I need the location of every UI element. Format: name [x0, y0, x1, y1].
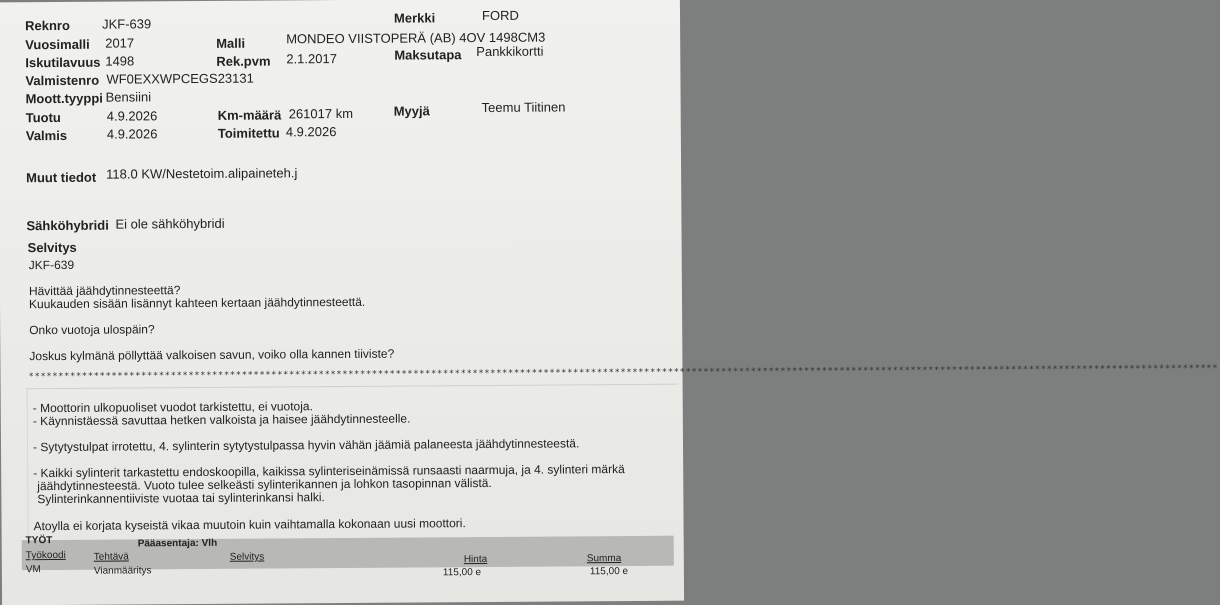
- finding-line: Sylinterinkannentiiviste vuotaa tai sylinterinkansi halki.: [37, 490, 325, 507]
- finding-line: - Sytytystulpat irrotettu, 4. sylinterin sytytystulpassa hyvin vähän jäämiä palaneesta jäähdytinnesteestä.: [32, 436, 580, 455]
- vuosimalli-value: 2017: [105, 35, 135, 51]
- finding-line: Atoylla ei korjata kyseistä vikaa muutoin kuin vaihtamalla kokonaan uusi moottori.: [33, 516, 466, 534]
- muut-label: Muut tiedot: [26, 169, 97, 186]
- vuosimalli-label: Vuosimalli: [25, 36, 90, 53]
- iskutilavuus-value: 1498: [105, 53, 135, 69]
- column-header-tehtava: Tehtävä: [93, 551, 129, 563]
- column-header-summa: Summa: [586, 553, 622, 565]
- selvitys-label: Selvitys: [27, 239, 77, 256]
- finding-line: jäähdytinnesteestä. Vuoto tulee selkeästi sylinterikannen ja lohkon tasopinnan välistä.: [37, 475, 492, 494]
- row-task: Vianmääritys: [93, 565, 152, 577]
- tuotu-label: Tuotu: [25, 109, 61, 126]
- tuotu-value: 4.9.2026: [106, 108, 158, 124]
- valmistenro-value: WF0EXXWPCEGS23131: [106, 70, 254, 87]
- toimitettu-value: 4.9.2026: [285, 124, 337, 140]
- maksutapa-value: Pankkikortti: [476, 43, 544, 60]
- selvitys-reg: JKF-639: [28, 257, 75, 273]
- myyja-value: Teemu Tiitinen: [481, 99, 566, 116]
- kmmaara-label: Km-määrä: [217, 107, 282, 123]
- finding-line: - Kaikki sylinterit tarkastettu endoskoopilla, kaikissa sylinteriseinämissä runsaasti naarmuja, ja 4. sylinteri märkä: [33, 462, 625, 481]
- finding-line: - Moottorin ulkopuoliset vuodot tarkistettu, ei vuotoja.: [32, 399, 313, 416]
- row-sum: 115,00 e: [589, 566, 629, 578]
- malli-value: MONDEO VIISTOPERÄ (AB) 4OV 1498CM3: [286, 29, 546, 47]
- myyja-label: Myyjä: [393, 103, 430, 119]
- valmistenro-label: Valmistenro: [25, 72, 100, 89]
- column-header-hinta: Hinta: [463, 553, 488, 566]
- toimitettu-label: Toimitettu: [217, 125, 280, 141]
- malli-label: Malli: [216, 35, 246, 51]
- valmis-label: Valmis: [25, 127, 68, 144]
- works-mechanic: Pääasentaja: Vlh: [137, 537, 218, 550]
- reknro-label: Reknro: [25, 17, 70, 34]
- muut-value: 118.0 KW/Nestetoim.alipaineteh.j: [106, 165, 298, 182]
- maksutapa-label: Maksutapa: [394, 47, 462, 63]
- selvitys-line: Joskus kylmänä pöllyttää valkoisen savun, voiko olla kannen tiiviste?: [29, 346, 395, 364]
- selvitys-line: Kuukauden sisään lisännyt kahteen kertaan jäähdytinnesteettä.: [28, 294, 366, 312]
- row-price: 115,00 e: [442, 567, 482, 579]
- iskutilavuus-label: Iskutilavuus: [25, 54, 101, 71]
- column-header-selvitys: Selvitys: [229, 551, 265, 563]
- separator-stars: *********************************************************************************************************************************************************************************************************: [28, 363, 1219, 383]
- moott-value: Bensiini: [105, 89, 152, 105]
- works-title: TYÖT: [25, 535, 53, 547]
- selvitys-line: Hävittää jäähdytinnesteettä?: [28, 283, 181, 299]
- sahko-value: Ei ole sähköhybridi: [115, 215, 225, 232]
- merkki-value: FORD: [481, 7, 519, 24]
- moott-label: Moott.tyyppi: [25, 90, 103, 107]
- finding-line: - Käynnistäessä savuttaa hetken valkoista ja haisee jäähdytinnesteelle.: [32, 411, 411, 429]
- kmmaara-value: 261017 km: [288, 105, 354, 122]
- column-header-tyokoodi: Työkoodi: [25, 549, 66, 562]
- rekpvm-label: Rek.pvm: [216, 53, 271, 69]
- rekpvm-value: 2.1.2017: [286, 51, 337, 67]
- merkki-label: Merkki: [393, 10, 436, 26]
- selvitys-line: Onko vuotoja ulospäin?: [29, 322, 155, 338]
- sahko-label: Sähköhybridi: [26, 217, 109, 234]
- reknro-value: JKF-639: [102, 16, 152, 32]
- row-code: VM: [25, 564, 41, 576]
- valmis-value: 4.9.2026: [106, 126, 158, 142]
